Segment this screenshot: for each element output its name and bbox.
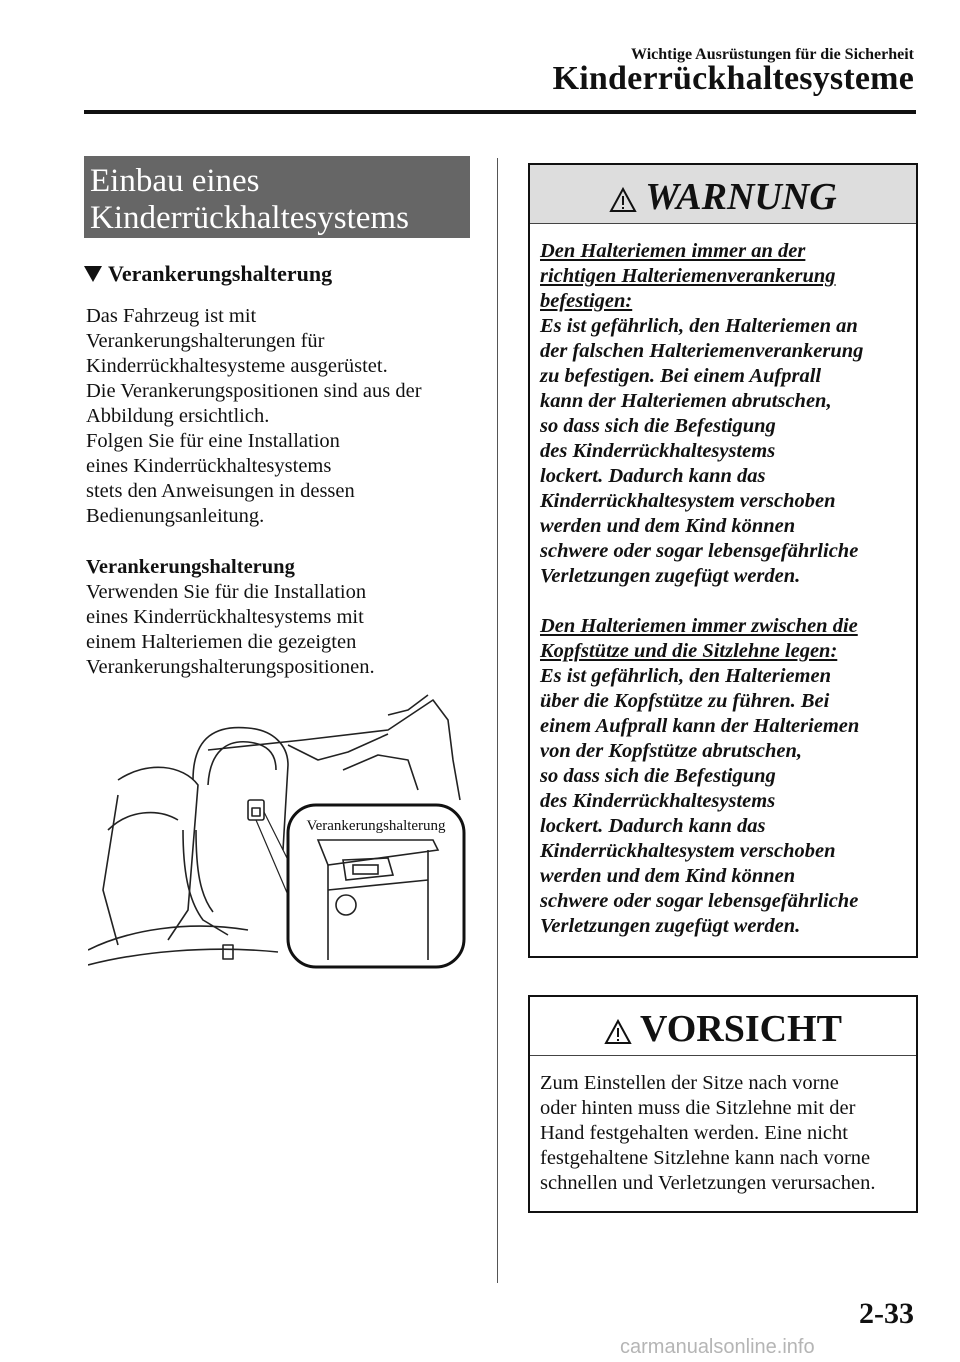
- caution-title-text: VORSICHT: [640, 1008, 842, 1050]
- warning-heading-line: Kopfstütze und die Sitzlehne legen:: [540, 640, 838, 662]
- caution-header: [530, 997, 916, 1056]
- warning-title-text: WARNUNG: [645, 176, 837, 218]
- warning-text-line: Es ist gefährlich, den Halteriemen: [540, 665, 831, 687]
- warning-text-line: Verletzungen zugefügt werden.: [540, 565, 801, 587]
- text-line: einem Halteriemen die gezeigten: [86, 631, 357, 653]
- warning-text-line: schwere oder sogar lebensgefährliche: [540, 540, 859, 562]
- warning-text-line: des Kinderrückhaltesystems: [540, 440, 776, 462]
- text-line: Bedienungsanleitung.: [86, 505, 265, 527]
- caution-text-line: schnellen und Verletzungen verursachen.: [540, 1172, 876, 1194]
- section-title: Einbau eines Kinderrückhaltesystems: [90, 163, 409, 236]
- text-line: stets den Anweisungen in dessen: [86, 480, 355, 502]
- caution-text-line: Zum Einstellen der Sitze nach vorne: [540, 1072, 839, 1094]
- text-line: Verwenden Sie für die Installation: [86, 581, 367, 603]
- sub-paragraph: [86, 580, 466, 680]
- text-line: Kinderrückhaltesysteme ausgerüstet.: [86, 355, 388, 377]
- warning-text-line: des Kinderrückhaltesystems: [540, 790, 776, 812]
- warning-heading-line: Den Halteriemen immer an der: [540, 240, 806, 262]
- warning-heading-line: Den Halteriemen immer zwischen die: [540, 615, 858, 637]
- warning-text-line: Kinderrückhaltesystem verschoben: [540, 490, 836, 512]
- caution-text-line: Hand festgehalten werden. Eine nicht: [540, 1122, 848, 1144]
- warning-triangle-icon: [604, 1019, 632, 1045]
- page-number: 2-33: [859, 1297, 914, 1330]
- warning-text-line: lockert. Dadurch kann das: [540, 465, 766, 487]
- warning-heading-line: richtigen Halteriemenverankerung: [540, 265, 836, 287]
- down-triangle-icon: [84, 266, 102, 282]
- text-line: Abbildung ersichtlich.: [86, 405, 270, 427]
- text-line: Verankerungshalterungspositionen.: [86, 656, 375, 678]
- text-line: eines Kinderrückhaltesystems: [86, 455, 332, 477]
- text-line: Folgen Sie für eine Installation: [86, 430, 340, 452]
- header-rule: [84, 110, 916, 114]
- warning-text-line: so dass sich die Befestigung: [540, 765, 776, 787]
- subheading-text: Verankerungshalterung: [108, 261, 333, 286]
- warning-header: [530, 165, 916, 224]
- warning-text-line: werden und dem Kind können: [540, 865, 796, 887]
- sub-title: Verankerungshalterung: [86, 556, 295, 578]
- warning-text-line: Verletzungen zugefügt werden.: [540, 915, 801, 937]
- warning-text-line: so dass sich die Befestigung: [540, 415, 776, 437]
- caution-text-line: festgehaltene Sitzlehne kann nach vorne: [540, 1147, 871, 1169]
- warning-text-line: lockert. Dadurch kann das: [540, 815, 766, 837]
- text-line: Das Fahrzeug ist mit: [86, 305, 257, 327]
- caution-body: [540, 1071, 912, 1196]
- text-line: eines Kinderrückhaltesystems mit: [86, 606, 364, 628]
- warning-box: [528, 163, 918, 958]
- warning-text-line: kann der Halteriemen abrutschen,: [540, 390, 832, 412]
- warning-text-line: Kinderrückhaltesystem verschoben: [540, 840, 836, 862]
- warning-body: [540, 239, 908, 939]
- paragraph-gap: [540, 589, 908, 614]
- subheading: [84, 261, 332, 287]
- text-line: Verankerungshalterungen für: [86, 330, 325, 352]
- warning-text-line: einem Aufprall kann der Halteriemen: [540, 715, 860, 737]
- warning-text-line: werden und dem Kind können: [540, 515, 796, 537]
- header-title: Kinderrückhaltesysteme: [552, 60, 914, 97]
- warning-text-line: der falschen Halteriemenverankerung: [540, 340, 864, 362]
- warning-text-line: zu befestigen. Bei einem Aufprall: [540, 365, 822, 387]
- callout-label: Verankerungshalterung: [306, 818, 446, 834]
- seat-anchor-illustration: [88, 690, 468, 975]
- warning-triangle-icon: [609, 187, 637, 213]
- column-divider: [497, 158, 498, 1283]
- warning-text-line: schwere oder sogar lebensgefährliche: [540, 890, 859, 912]
- header-chapter: Wichtige Ausrüstungen für die Sicherheit: [631, 46, 914, 63]
- warning-heading-line: befestigen:: [540, 290, 633, 312]
- text-line: Die Verankerungspositionen sind aus der: [86, 380, 422, 402]
- warning-title: [530, 175, 916, 219]
- caution-box: [528, 995, 918, 1213]
- warning-text-line: über die Kopfstütze zu führen. Bei: [540, 690, 830, 712]
- watermark: carmanualsonline.info: [620, 1336, 815, 1358]
- warning-text-line: Es ist gefährlich, den Halteriemen an: [540, 315, 858, 337]
- intro-paragraph: [86, 304, 466, 529]
- warning-text-line: von der Kopfstütze abrutschen,: [540, 740, 802, 762]
- caution-title: [530, 1007, 916, 1051]
- caution-text-line: oder hinten muss die Sitzlehne mit der: [540, 1097, 856, 1119]
